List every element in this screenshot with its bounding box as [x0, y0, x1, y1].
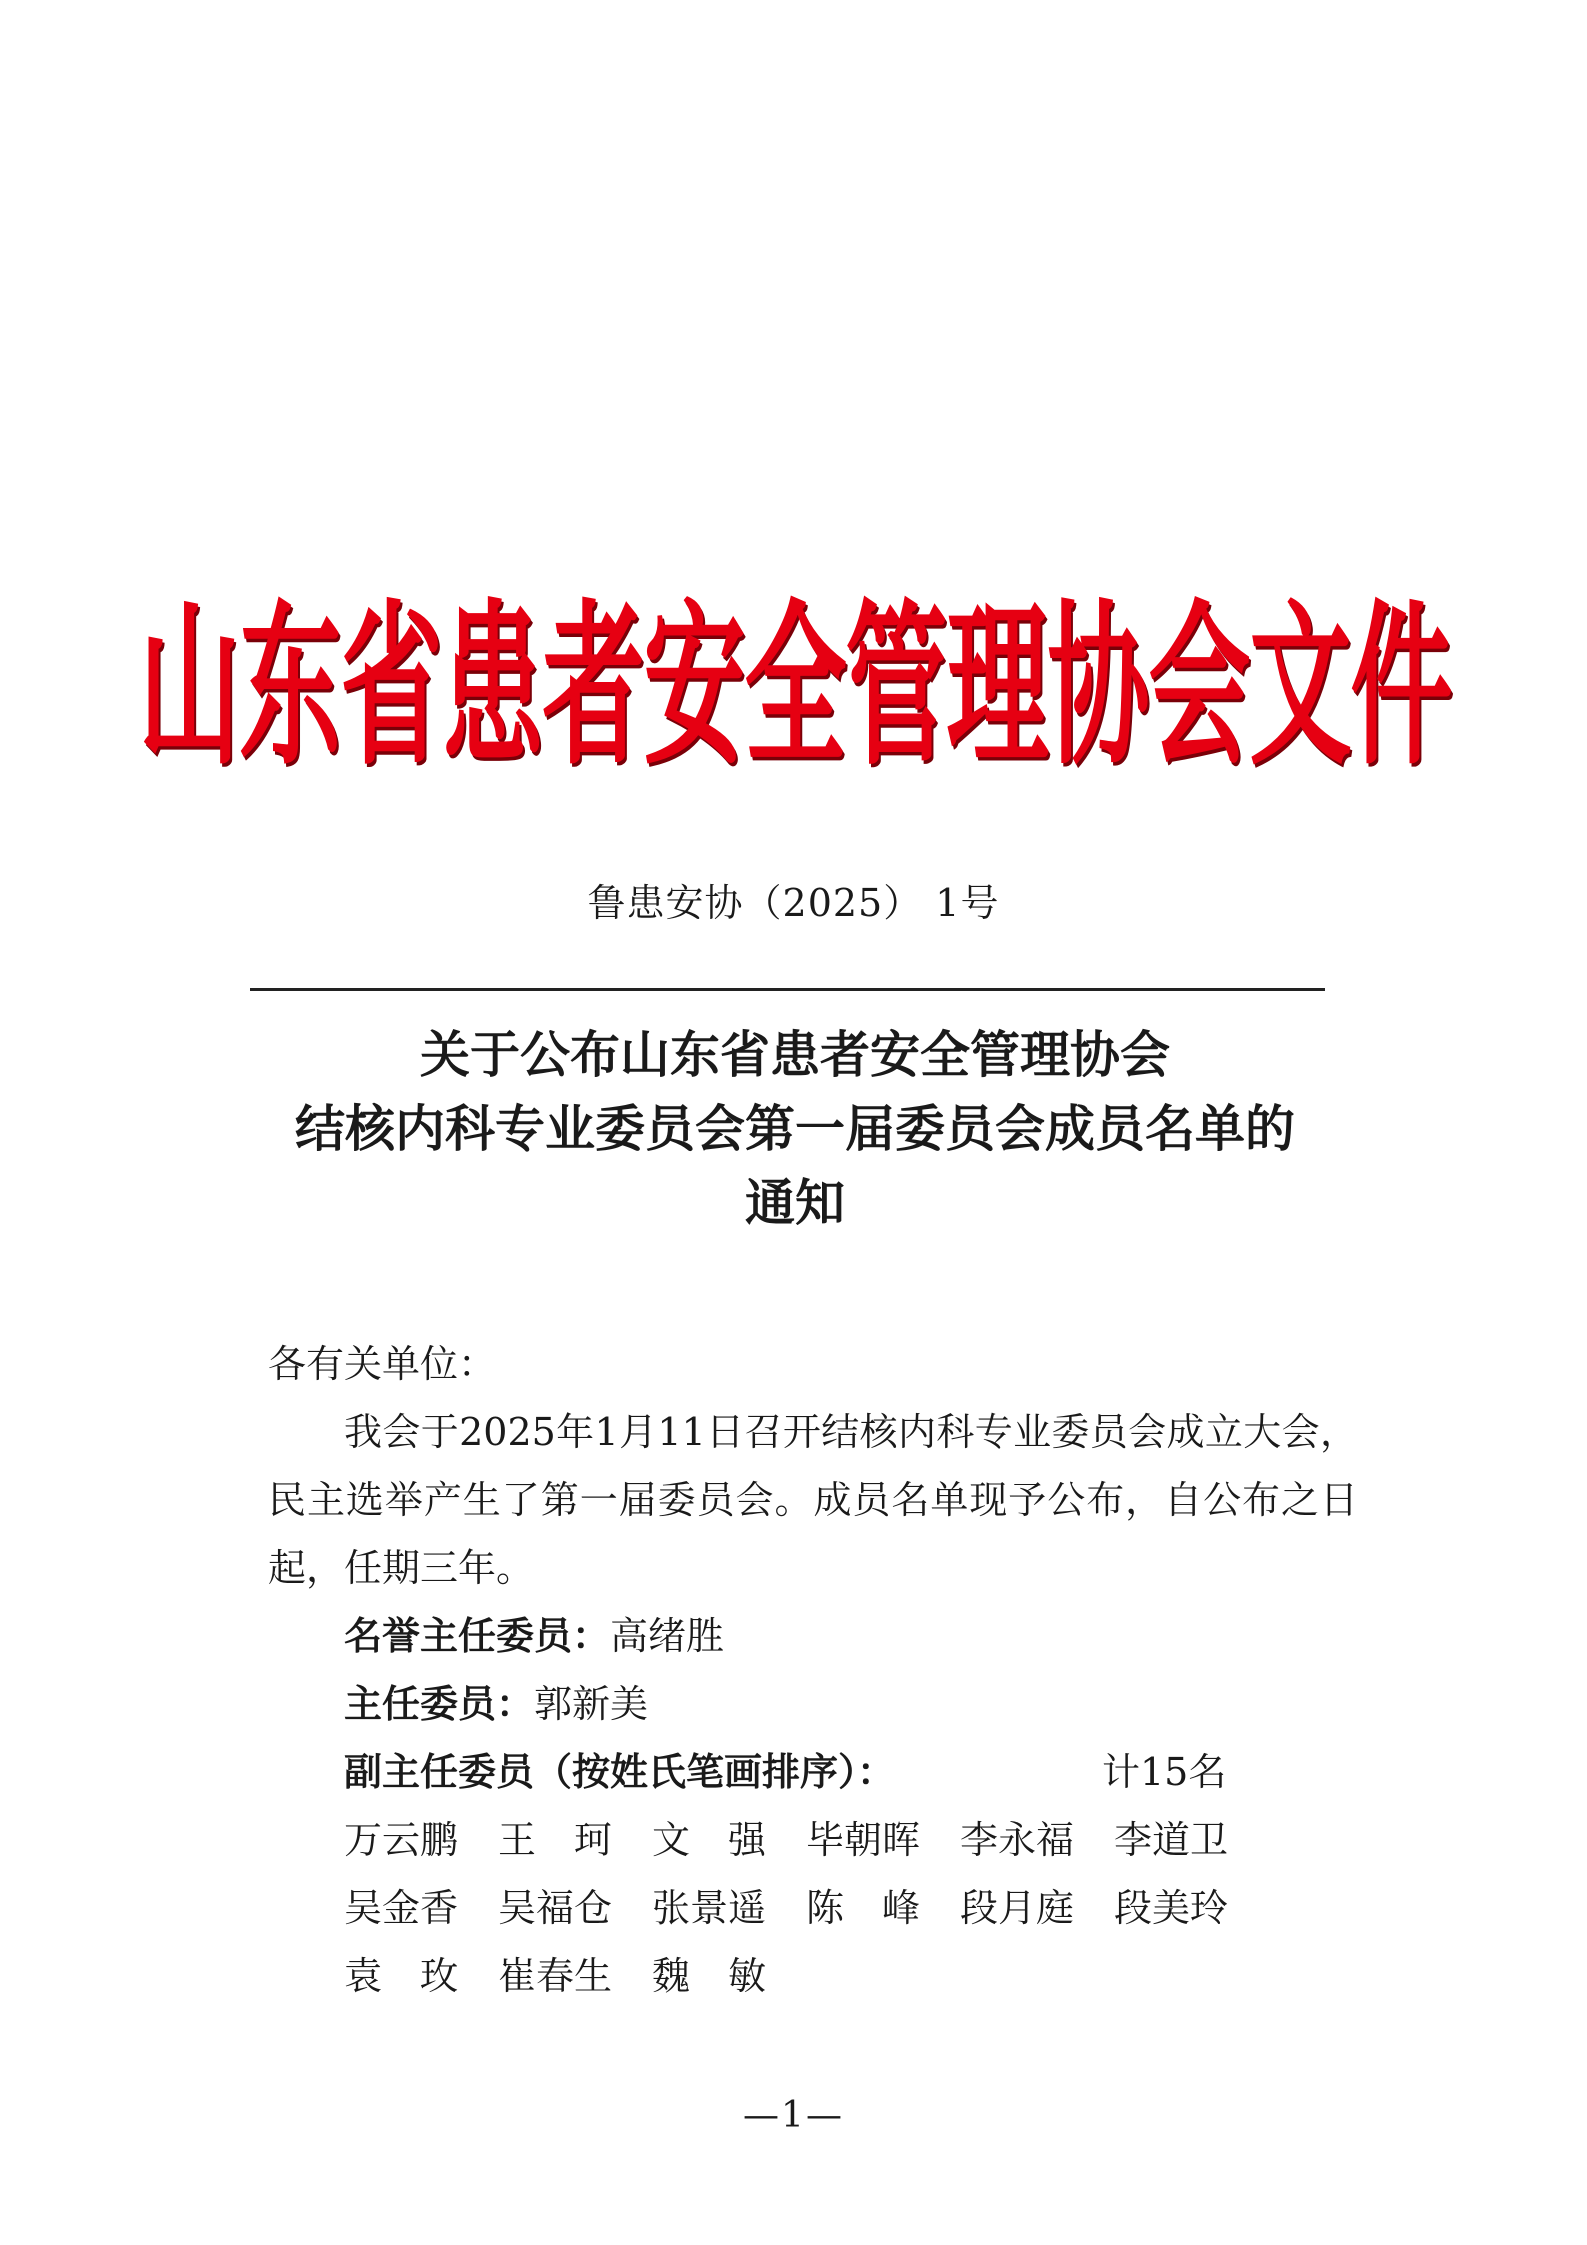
- masthead-title: 山东省患者安全管理协会文件: [138, 585, 1452, 790]
- title-line: 通知: [745, 1174, 845, 1232]
- name-row: [344, 1942, 1358, 2010]
- deputy-directors-list: [268, 1806, 1358, 2010]
- deputy-directors-count: 计15名: [1102, 1750, 1227, 1794]
- honorary-director-name: 高绪胜: [610, 1614, 725, 1658]
- member-name: 王 珂: [498, 1818, 613, 1862]
- salutation: 各有关单位：: [268, 1342, 497, 1386]
- member-name: 段月庭: [960, 1886, 1075, 1930]
- notice-body: [268, 1330, 1358, 2010]
- member-name: 魏 敏: [652, 1954, 767, 1998]
- deputy-directors-label: 副主任委员（按姓氏笔画排序）：: [344, 1749, 896, 1794]
- honorary-director-label: 名誉主任委员：: [344, 1613, 611, 1658]
- name-row: [344, 1874, 1358, 1942]
- director-name: 郭新美: [534, 1682, 649, 1726]
- body-paragraph: 我会于2025年1月11日召开结核内科专业委员会成立大会，民主选举产生了第一届委员会。成员名单现予公布，自公布之日起，任期三年。: [268, 1410, 1358, 1590]
- member-name: 万云鹏: [344, 1818, 459, 1862]
- name-row: [344, 1806, 1358, 1874]
- title-line: 结核内科专业委员会第一届委员会成员名单的: [295, 1100, 1295, 1158]
- notice-title: [180, 1018, 1410, 1240]
- title-line: 关于公布山东省患者安全管理协会: [420, 1026, 1170, 1084]
- member-name: 袁 玫: [344, 1954, 459, 1998]
- document-number: 鲁患安协（2025） 1号: [587, 881, 1000, 925]
- member-name: 段美玲: [1114, 1886, 1229, 1930]
- page-number: —1—: [743, 2095, 844, 2136]
- director-line: [268, 1670, 1358, 1738]
- member-name: 吴金香: [344, 1886, 459, 1930]
- header-divider: [250, 988, 1325, 991]
- member-name: 陈 峰: [806, 1886, 921, 1930]
- deputy-directors-line: [268, 1738, 1358, 1806]
- member-name: 吴福仓: [498, 1886, 613, 1930]
- member-name: 张景遥: [652, 1886, 767, 1930]
- honorary-director-line: [268, 1602, 1358, 1670]
- member-name: 李道卫: [1114, 1818, 1229, 1862]
- member-name: 毕朝晖: [806, 1818, 921, 1862]
- member-name: 李永福: [960, 1818, 1075, 1862]
- director-label: 主任委员：: [344, 1681, 535, 1726]
- masthead: [138, 548, 1452, 798]
- member-name: 崔春生: [498, 1954, 613, 1998]
- member-name: 文 强: [652, 1818, 767, 1862]
